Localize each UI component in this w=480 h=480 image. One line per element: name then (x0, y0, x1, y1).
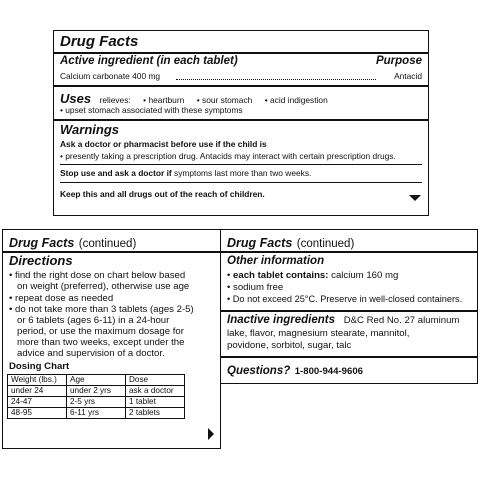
panel-title: Drug Facts (60, 33, 139, 50)
table-cell: under 2 yrs (67, 386, 126, 397)
ingredient-text: Calcium carbonate 400 mg (60, 71, 161, 81)
panel-title-main: Drug Facts (9, 236, 75, 250)
stop-use-bold: Stop use and ask a doctor if (60, 168, 172, 178)
table-header-cell: Weight (lbs.) (8, 375, 67, 386)
inactive-ingredients-text: povidone, sorbitol, sugar, talc (227, 340, 352, 351)
panel-title-continued: (continued) (296, 238, 355, 250)
uses-item: • upset stomach associated with these symptoms (60, 105, 243, 115)
dosing-table (7, 374, 185, 419)
table-header-cell: Dose (126, 375, 185, 386)
panel-title-continued: (continued) (78, 238, 137, 250)
table-cell: 1 tablet (126, 397, 185, 408)
table-header-cell: Age (67, 375, 126, 386)
direction-item-cont: period, or use the maximum dosage for (17, 326, 184, 337)
continue-arrow-icon (208, 428, 214, 440)
phone-number: 1-800-944-9606 (294, 366, 363, 377)
other-info-item: • sodium free (227, 282, 284, 293)
inactive-ingredients-heading: Inactive ingredients (227, 314, 336, 326)
warnings-heading: Warnings (60, 122, 119, 137)
divider (54, 85, 428, 87)
table-cell: 2 tablets (126, 408, 185, 419)
table-cell: 48-95 (8, 408, 67, 419)
direction-item: • do not take more than 3 tablets (ages 2-5) (9, 304, 194, 315)
table-row (8, 397, 185, 408)
divider (60, 182, 422, 183)
table-cell: 6-11 yrs (67, 408, 126, 419)
divider (221, 356, 477, 358)
divider (54, 119, 428, 121)
direction-item: • find the right dose on chart below based (9, 270, 186, 281)
panel-title-main: Drug Facts (227, 236, 293, 250)
stop-use-text: symptoms last more than two weeks. (174, 168, 312, 178)
table-cell: 24-47 (8, 397, 67, 408)
continue-arrow-icon (409, 195, 421, 201)
divider (60, 164, 422, 165)
divider (54, 52, 428, 54)
table-cell: ask a doctor (126, 386, 185, 397)
uses-item: • sour stomach (196, 95, 253, 105)
inactive-ingredients-text: lake, flavor, magnesium stearate, mannitol, (227, 328, 410, 339)
stop-use-line (60, 168, 422, 178)
uses-heading: Uses (60, 91, 92, 106)
directions-heading: Directions (9, 253, 73, 268)
panel-title (9, 234, 214, 252)
divider (221, 251, 477, 253)
table-cell: under 24 (8, 386, 67, 397)
drug-facts-panel-main (53, 30, 429, 216)
panel-title (227, 234, 471, 252)
uses-item: • acid indigestion (264, 95, 328, 105)
purpose-heading: Purpose (375, 55, 422, 67)
other-info-item: • Do not exceed 25°C. Preserve in well-closed containers. (227, 294, 463, 304)
direction-item-cont: advice and supervision of a doctor. (17, 348, 165, 359)
keep-out-of-reach: Keep this and all drugs out of the reach of children. (60, 189, 265, 199)
uses-item: • heartburn (143, 95, 185, 105)
questions-line (227, 361, 471, 379)
other-info-heading: Other information (227, 255, 325, 267)
drug-facts-panel-continued-left (2, 229, 221, 449)
uses-lead: relieves: (99, 95, 131, 105)
direction-item-cont: more than two weeks, except under the (17, 337, 185, 348)
inactive-ingredients-text: D&C Red No. 27 aluminum (343, 315, 460, 326)
dosing-chart-heading: Dosing Chart (9, 361, 70, 372)
other-info-item: • each tablet contains: calcium 160 mg (227, 270, 399, 281)
direction-item-cont: or 6 tablets (ages 6-11) in a 24-hour (17, 315, 170, 326)
divider (221, 310, 477, 312)
table-cell: 2-5 yrs (67, 397, 126, 408)
inactive-ingredients-line (227, 315, 471, 326)
direction-item: • repeat dose as needed (9, 293, 114, 304)
active-ingredient-heading: Active ingredient (in each tablet) (60, 55, 238, 67)
table-row (8, 375, 185, 386)
drug-facts-panel-continued-right (220, 229, 478, 384)
ask-doctor-heading: Ask a doctor or pharmacist before use if the child is (60, 139, 267, 149)
purpose-text: Antacid (394, 71, 422, 81)
direction-item-cont: on weight (preferred), otherwise use age (17, 281, 190, 292)
ask-doctor-item: • presently taking a prescription drug. Antacids may interact with certain prescription drugs. (60, 151, 396, 161)
table-row (8, 386, 185, 397)
table-row (8, 408, 185, 419)
questions-heading: Questions? (227, 365, 291, 377)
dot-leader (176, 79, 376, 80)
